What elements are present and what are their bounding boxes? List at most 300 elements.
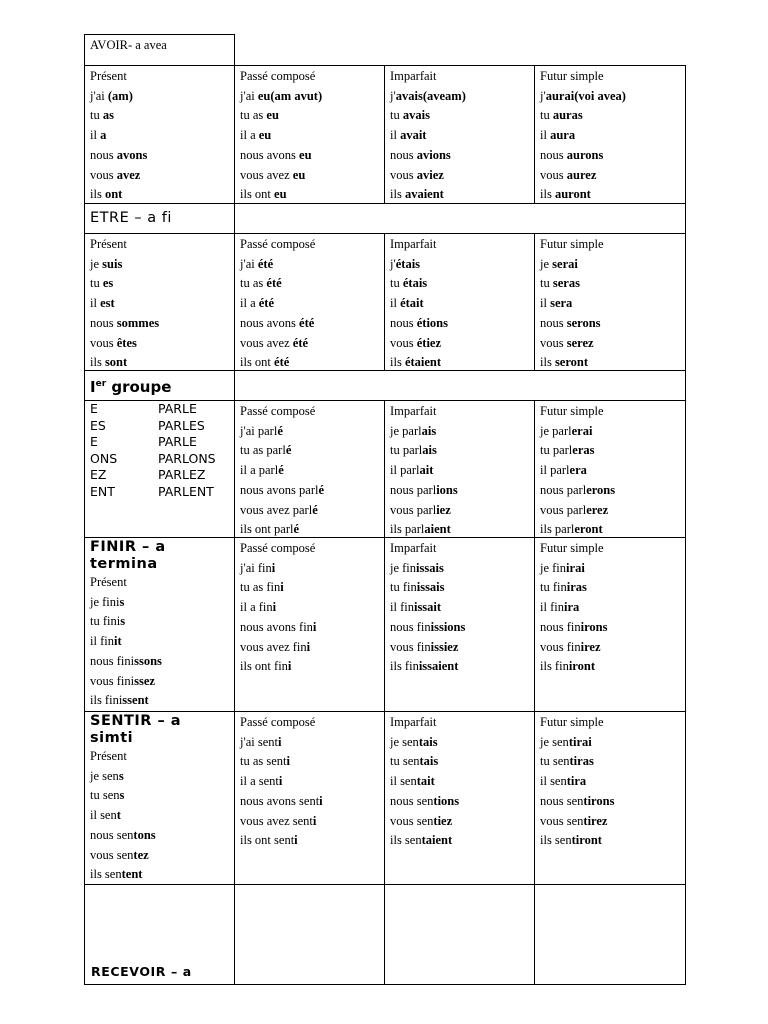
conjugation-ending: serai xyxy=(552,256,578,271)
conjugation-ending: tirez xyxy=(583,813,608,828)
finir-title-line1: FINIR – a xyxy=(90,539,166,555)
conjugation-ending: é xyxy=(285,443,292,458)
conjugation-line xyxy=(390,441,534,461)
conjugation-stem: j'ai xyxy=(240,88,258,103)
conjugation-line xyxy=(240,87,384,107)
conjugation-ending: tais xyxy=(418,734,438,749)
conjugation-line xyxy=(390,520,534,538)
conjugation-ending: issait xyxy=(413,600,442,615)
recevoir-title: RECEVOIR – a xyxy=(91,964,192,980)
conjugation-stem: j'ai parl xyxy=(240,423,278,438)
conjugation-ending: tait xyxy=(416,774,435,789)
conjugation-stem: ils ont xyxy=(240,187,275,202)
conjugation-line xyxy=(540,520,685,538)
conjugation-stem: nous sen xyxy=(540,793,584,808)
sentir-passe-cell xyxy=(234,711,385,885)
tense-header: Passé composé xyxy=(240,237,316,251)
ending-row xyxy=(90,434,234,451)
conjugation-ending: suis xyxy=(102,256,123,271)
conjugation-line xyxy=(540,126,685,146)
conjugation-stem: vous parl xyxy=(390,502,437,517)
conjugation-ending: irons xyxy=(580,619,608,634)
conjugation-ending: tirai xyxy=(568,734,592,749)
conjugation-stem: vous avez xyxy=(240,335,293,350)
conjugation-ending: aurez xyxy=(566,167,597,182)
conjugation-stem: il a xyxy=(240,296,259,311)
conjugation-line xyxy=(390,294,534,314)
conjugation-ending: seras xyxy=(552,276,580,291)
groupe1-title-sup: er xyxy=(95,379,107,389)
conjugation-stem: il xyxy=(540,128,551,143)
conjugation-stem: tu xyxy=(540,276,553,291)
tense-header: Futur simple xyxy=(540,69,604,83)
tense-header: Imparfait xyxy=(390,404,437,418)
conjugation-stem: ils sen xyxy=(390,833,422,848)
conjugation-stem: vous sen xyxy=(90,847,134,862)
conjugation-stem: j' xyxy=(390,256,396,271)
recevoir-cell xyxy=(84,884,235,985)
conjugation-ending: issions xyxy=(430,619,466,634)
ending-example: PARLEZ xyxy=(158,467,206,482)
conjugation-ending: irez xyxy=(580,639,601,654)
conjugation-stem: tu as fin xyxy=(240,580,281,595)
conjugation-line xyxy=(90,274,234,294)
conjugation-stem: il xyxy=(90,296,101,311)
conjugation-ending: ais xyxy=(421,423,437,438)
conjugation-ending: aient xyxy=(424,522,451,537)
conjugation-stem: vous xyxy=(90,335,117,350)
conjugation-line xyxy=(540,657,685,677)
conjugation-stem: je parl xyxy=(540,423,572,438)
conjugation-line xyxy=(390,146,534,166)
conjugation-line xyxy=(390,559,534,579)
conjugation-ending: avions xyxy=(416,147,451,162)
conjugation-ending: ait xyxy=(419,463,434,478)
ending-suffix: ONS xyxy=(90,450,118,466)
conjugation-stem: il fin xyxy=(390,600,414,615)
recevoir-futur-cell xyxy=(534,884,686,985)
conjugation-line xyxy=(540,461,685,481)
conjugation-ending: été xyxy=(257,256,274,271)
conjugation-stem: tu xyxy=(90,276,103,291)
conjugation-stem: nous fini xyxy=(90,653,135,668)
conjugation-line xyxy=(390,481,534,501)
conjugation-line xyxy=(540,422,685,442)
conjugation-stem: j' xyxy=(390,88,396,103)
tense-header: Futur simple xyxy=(540,404,604,418)
conjugation-stem: il parl xyxy=(390,463,420,478)
conjugation-line xyxy=(540,146,685,166)
conjugation-line xyxy=(390,831,534,851)
conjugation-ending: i xyxy=(280,580,284,595)
conjugation-line xyxy=(90,691,234,711)
conjugation-stem: ils ont fin xyxy=(240,659,288,674)
conjugation-stem: ils ont parl xyxy=(240,522,294,537)
finir-futur-cell xyxy=(534,537,686,712)
conjugation-ending: taient xyxy=(421,833,453,848)
conjugation-ending: aura xyxy=(550,128,576,143)
conjugation-ending: i xyxy=(312,813,317,828)
conjugation-line xyxy=(390,638,534,658)
conjugation-line xyxy=(540,255,685,275)
conjugation-stem: vous fin xyxy=(390,639,431,654)
avoir-futur-cell xyxy=(534,65,686,204)
conjugation-stem: nous avons xyxy=(240,147,300,162)
conjugation-stem: nous xyxy=(390,147,417,162)
tense-header: Imparfait xyxy=(390,541,437,555)
sentir-futur-cell xyxy=(534,711,686,885)
conjugation-line xyxy=(90,87,234,107)
tense-header: Futur simple xyxy=(540,541,604,555)
conjugation-line xyxy=(390,461,534,481)
conjugation-ending: issais xyxy=(416,580,445,595)
conjugation-line xyxy=(390,752,534,772)
conjugation-ending: issiez xyxy=(430,639,459,654)
conjugation-line xyxy=(390,126,534,146)
conjugation-ending: i xyxy=(306,639,311,654)
conjugation-ending: avais(aveam) xyxy=(395,88,466,103)
conjugation-stem: ils sen xyxy=(540,833,572,848)
ending-row xyxy=(90,467,234,484)
conjugation-stem: nous xyxy=(540,147,567,162)
conjugation-ending: étais xyxy=(395,256,421,271)
conjugation-line xyxy=(240,353,384,371)
conjugation-line xyxy=(90,846,234,866)
conjugation-line xyxy=(540,638,685,658)
conjugation-line xyxy=(390,106,534,126)
conjugation-ending: tent xyxy=(121,867,143,882)
conjugation-stem: il sen xyxy=(390,774,417,789)
conjugation-line xyxy=(90,767,234,787)
tense-header: Passé composé xyxy=(240,541,316,555)
conjugation-stem: il sen xyxy=(90,808,117,823)
conjugation-ending: été xyxy=(258,296,275,311)
conjugation-ending: eu xyxy=(266,108,279,123)
conjugation-line xyxy=(90,106,234,126)
conjugation-line xyxy=(90,185,234,204)
conjugation-ending: est xyxy=(100,296,115,311)
groupe1-title-spacer xyxy=(234,370,686,401)
conjugation-ending: sont xyxy=(104,355,128,370)
conjugation-line xyxy=(240,752,384,772)
conjugation-ending: auront xyxy=(554,187,591,202)
conjugation-stem: vous fin xyxy=(540,639,581,654)
conjugation-ending: iront xyxy=(568,659,595,674)
conjugation-ending: eu xyxy=(292,167,306,182)
conjugation-stem: il fin xyxy=(90,634,114,649)
ending-suffix: E xyxy=(90,434,98,449)
conjugation-ending: tiras xyxy=(569,754,594,769)
groupe1-title-cell xyxy=(84,370,235,401)
conjugation-line xyxy=(90,334,234,354)
conjugation-ending: s xyxy=(118,768,124,783)
conjugation-ending: ssez xyxy=(134,673,155,688)
conjugation-stem: je fini xyxy=(90,594,120,609)
conjugation-ending: étais xyxy=(402,276,428,291)
ending-row xyxy=(90,418,234,435)
conjugation-line xyxy=(240,294,384,314)
avoir-passe-cell xyxy=(234,65,385,204)
conjugation-line xyxy=(90,314,234,334)
conjugation-stem: tu parl xyxy=(390,443,423,458)
conjugation-line xyxy=(240,501,384,521)
conjugation-ending: serez xyxy=(566,335,594,350)
conjugation-ending: ira xyxy=(563,600,580,615)
conjugation-stem: nous xyxy=(90,315,117,330)
conjugation-stem: tu xyxy=(390,108,403,123)
conjugation-ending: ssent xyxy=(122,693,149,708)
conjugation-ending: i xyxy=(319,793,323,808)
ending-suffix: EZ xyxy=(90,467,107,482)
conjugation-ending: tiez xyxy=(433,813,453,828)
conjugation-line xyxy=(540,559,685,579)
groupe1-futur-cell xyxy=(534,400,686,538)
conjugation-line xyxy=(240,441,384,461)
tense-header: Passé composé xyxy=(240,715,316,729)
conjugation-ending: tirons xyxy=(583,793,615,808)
tense-header: Imparfait xyxy=(390,715,437,729)
etre-passe-cell xyxy=(234,233,385,371)
avoir-title-cell xyxy=(84,34,235,66)
conjugation-ending: eu xyxy=(299,147,312,162)
conjugation-ending: eu xyxy=(274,187,287,202)
conjugation-stem: ils ont xyxy=(240,355,275,370)
ending-example: PARLONS xyxy=(158,450,216,466)
conjugation-line xyxy=(540,772,685,792)
conjugation-ending: été xyxy=(299,315,315,330)
conjugation-ending: avons xyxy=(116,147,148,162)
conjugation-stem: nous avons parl xyxy=(240,482,319,497)
conjugation-stem: vous parl xyxy=(540,502,587,517)
conjugation-stem: je xyxy=(540,256,553,271)
conjugation-stem: nous xyxy=(540,315,567,330)
conjugation-ending: ont xyxy=(104,187,123,202)
finir-present-cell xyxy=(84,537,235,712)
conjugation-line xyxy=(240,185,384,204)
conjugation-stem: j'ai sent xyxy=(240,734,279,749)
avoir-present-cell xyxy=(84,65,235,204)
conjugation-line xyxy=(90,672,234,692)
conjugation-stem: il a xyxy=(240,128,259,143)
conjugation-stem: ils xyxy=(540,187,555,202)
conjugation-line xyxy=(390,501,534,521)
conjugation-stem: nous fin xyxy=(390,619,431,634)
conjugation-line xyxy=(90,786,234,806)
conjugation-line xyxy=(540,792,685,812)
conjugation-ending: i xyxy=(278,774,283,789)
conjugation-line xyxy=(90,126,234,146)
tense-header: Passé composé xyxy=(240,69,316,83)
conjugation-line xyxy=(240,520,384,538)
conjugation-stem: ils ont sent xyxy=(240,833,295,848)
conjugation-stem: ils xyxy=(390,355,405,370)
conjugation-stem: j'ai xyxy=(90,88,108,103)
conjugation-ending: seront xyxy=(554,355,589,370)
conjugation-stem: nous avons xyxy=(240,315,300,330)
conjugation-line xyxy=(540,441,685,461)
tense-header: Présent xyxy=(90,575,127,589)
ending-example: PARLENT xyxy=(158,483,214,499)
conjugation-line xyxy=(540,294,685,314)
conjugation-stem: il xyxy=(390,296,401,311)
conjugation-ending: été xyxy=(274,355,290,370)
conjugation-line xyxy=(240,618,384,638)
ending-row xyxy=(90,484,234,501)
conjugation-stem: je sen xyxy=(540,734,569,749)
conjugation-ending: issaient xyxy=(418,659,459,674)
conjugation-line xyxy=(90,294,234,314)
conjugation-line xyxy=(240,812,384,832)
conjugation-line xyxy=(390,334,534,354)
etre-title-cell xyxy=(84,203,235,234)
ending-suffix: E xyxy=(90,401,98,416)
ending-example: PARLE xyxy=(158,434,197,449)
conjugation-line xyxy=(90,593,234,613)
conjugation-line xyxy=(540,314,685,334)
conjugation-stem: il sen xyxy=(540,774,567,789)
conjugation-line xyxy=(540,598,685,618)
conjugation-line xyxy=(540,481,685,501)
conjugation-line xyxy=(390,598,534,618)
conjugation-ending: auras xyxy=(552,108,583,123)
conjugation-line xyxy=(390,657,534,677)
conjugation-stem: j' xyxy=(540,88,546,103)
conjugation-ending: iras xyxy=(566,580,587,595)
conjugation-stem: tu as sent xyxy=(240,754,287,769)
conjugation-line xyxy=(90,806,234,826)
conjugation-ending: issais xyxy=(416,560,444,575)
conjugation-ending: i xyxy=(294,833,298,848)
conjugation-stem: tu parl xyxy=(540,443,573,458)
conjugation-stem: ils xyxy=(540,355,555,370)
conjugation-ending: irai xyxy=(566,560,585,575)
conjugation-stem: tu xyxy=(90,108,103,123)
etre-imparfait-cell xyxy=(384,233,535,371)
conjugation-stem: tu fini xyxy=(90,614,121,629)
conjugation-ending: étions xyxy=(416,315,448,330)
conjugation-ending: était xyxy=(400,296,424,311)
conjugation-stem: il a parl xyxy=(240,463,279,478)
conjugation-ending: ssons xyxy=(134,653,162,668)
conjugation-line xyxy=(540,812,685,832)
conjugation-ending: sera xyxy=(550,296,573,311)
conjugation-stem: je xyxy=(90,256,103,271)
conjugation-line xyxy=(240,422,384,442)
conjugation-stem: vous xyxy=(540,335,567,350)
conjugation-ending: eu xyxy=(258,128,272,143)
conjugation-stem: ils xyxy=(90,187,105,202)
conjugation-stem: tu xyxy=(540,108,553,123)
etre-present-cell xyxy=(84,233,235,371)
finir-title-line2: termina xyxy=(90,556,158,572)
conjugation-line xyxy=(390,185,534,204)
conjugation-line xyxy=(240,792,384,812)
conjugation-line xyxy=(540,353,685,371)
conjugation-stem: nous xyxy=(90,147,117,162)
conjugation-ending: tons xyxy=(133,827,156,842)
conjugation-stem: je sen xyxy=(90,768,119,783)
conjugation-stem: vous xyxy=(390,167,417,182)
conjugation-stem: nous sen xyxy=(90,827,134,842)
conjugation-line xyxy=(240,831,384,851)
conjugation-stem: ils fin xyxy=(540,659,569,674)
conjugation-line xyxy=(240,255,384,275)
conjugation-stem: tu as xyxy=(240,276,267,291)
conjugation-stem: je parl xyxy=(390,423,422,438)
conjugation-ending: avaient xyxy=(404,187,444,202)
conjugation-stem: ils fini xyxy=(90,693,123,708)
conjugation-ending: eu(am avut) xyxy=(257,88,323,103)
conjugation-line xyxy=(240,106,384,126)
conjugation-line xyxy=(540,106,685,126)
groupe1-passe-cell xyxy=(234,400,385,538)
conjugation-line xyxy=(240,772,384,792)
conjugation-stem: il a fin xyxy=(240,600,273,615)
conjugation-line xyxy=(390,274,534,294)
conjugation-ending: serons xyxy=(566,315,601,330)
conjugation-ending: tais xyxy=(419,754,439,769)
conjugation-stem: vous avez xyxy=(240,167,293,182)
conjugation-line xyxy=(540,185,685,204)
conjugation-stem: nous parl xyxy=(540,482,587,497)
conjugation-stem: ils parl xyxy=(390,522,425,537)
conjugation-stem: tu as xyxy=(240,108,267,123)
sentir-title-line1: SENTIR – a xyxy=(90,713,182,729)
conjugation-line xyxy=(240,274,384,294)
conjugation-line xyxy=(540,334,685,354)
conjugation-stem: vous xyxy=(90,167,117,182)
conjugation-stem: tu sen xyxy=(540,754,570,769)
conjugation-ending: (am) xyxy=(107,88,133,103)
conjugation-stem: tu sen xyxy=(90,788,120,803)
conjugation-line xyxy=(90,865,234,885)
conjugation-line xyxy=(90,353,234,371)
conjugation-ending: sommes xyxy=(116,315,160,330)
conjugation-ending: avez xyxy=(116,167,141,182)
conjugation-stem: vous xyxy=(390,335,417,350)
conjugation-stem: ils sen xyxy=(90,867,122,882)
conjugation-line xyxy=(390,87,534,107)
conjugation-line xyxy=(540,733,685,753)
conjugation-stem: tu fin xyxy=(390,580,417,595)
conjugation-line xyxy=(390,314,534,334)
tense-header: Passé composé xyxy=(240,404,316,418)
conjugation-ending: it xyxy=(113,634,122,649)
conjugation-stem: nous avons sent xyxy=(240,793,320,808)
conjugation-stem: vous xyxy=(540,167,567,182)
conjugation-ending: erai xyxy=(571,423,593,438)
conjugation-line xyxy=(90,255,234,275)
conjugation-line xyxy=(390,255,534,275)
conjugation-stem: nous sen xyxy=(390,793,434,808)
conjugation-stem: je sen xyxy=(390,734,419,749)
conjugation-ending: é xyxy=(277,423,283,438)
conjugation-stem: ils parl xyxy=(540,522,575,537)
recevoir-passe-cell xyxy=(234,884,385,985)
conjugation-ending: avais xyxy=(402,108,430,123)
tense-header: Présent xyxy=(90,69,127,83)
ending-row xyxy=(90,451,234,468)
conjugation-ending: été xyxy=(292,335,309,350)
ending-example: PARLES xyxy=(158,417,205,433)
conjugation-line xyxy=(240,314,384,334)
conjugation-ending: as xyxy=(102,108,114,123)
conjugation-line xyxy=(390,166,534,186)
conjugation-ending: étiez xyxy=(416,335,442,350)
conjugation-ending: i xyxy=(271,560,276,575)
avoir-title: AVOIR- a avea xyxy=(90,38,167,52)
conjugation-ending: avait xyxy=(400,128,427,143)
